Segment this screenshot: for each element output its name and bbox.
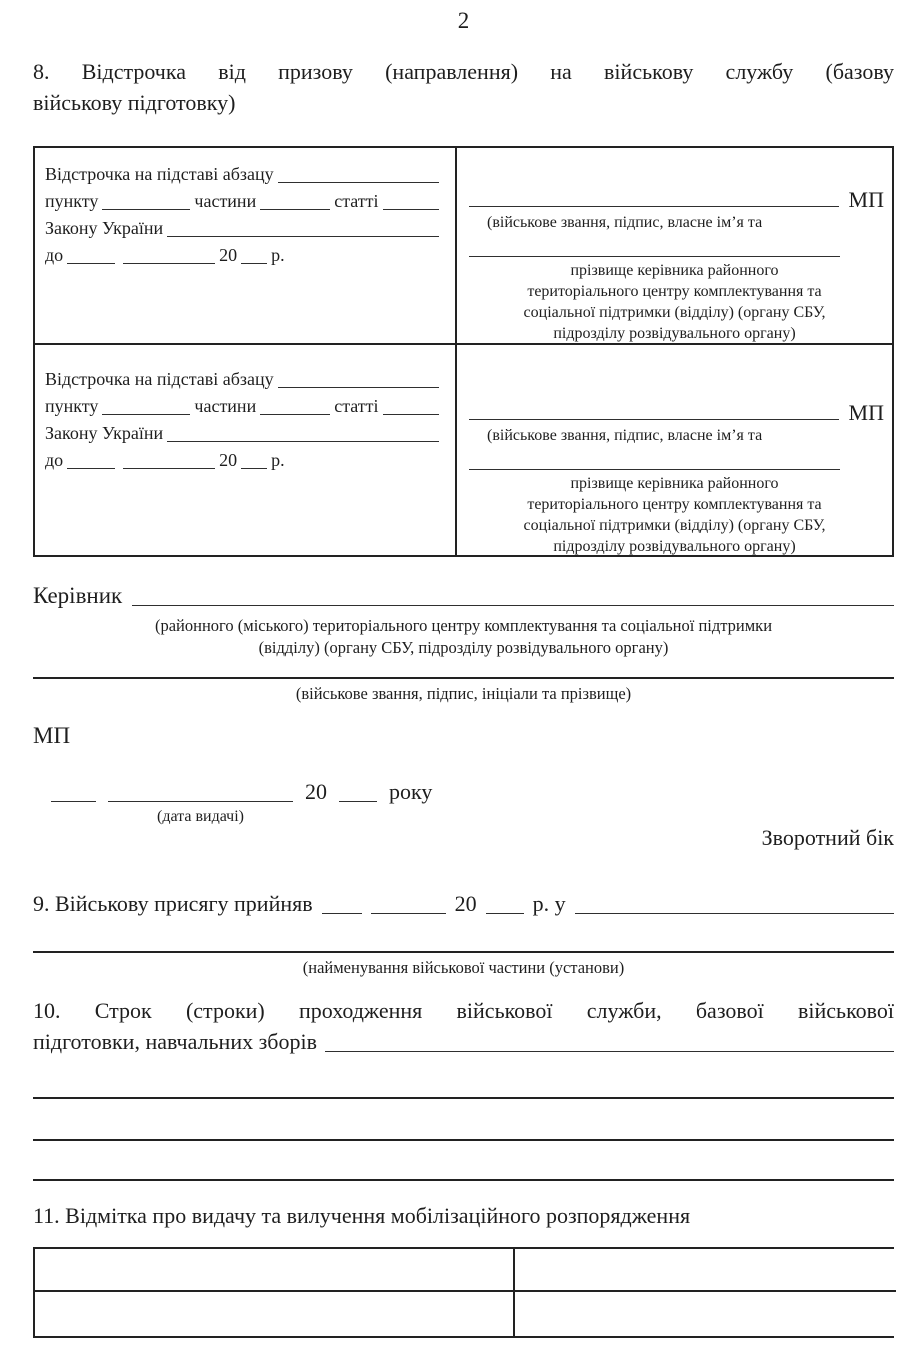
mobilization-table-cell <box>515 1249 896 1292</box>
issue-date-caption: (дата видачі) <box>157 808 244 825</box>
signature-caption-top: (військове звання, підпис, власне ім’я та <box>487 427 763 444</box>
blank-line <box>123 466 215 469</box>
deferral-signature-cell <box>457 345 892 555</box>
chastyna-label: частини <box>194 191 257 211</box>
deferral-until-line <box>45 447 443 474</box>
blank-line <box>102 207 190 210</box>
blank-line <box>339 799 377 802</box>
signature-blank-line <box>469 204 839 207</box>
stattia-label: статті <box>334 396 379 416</box>
kerivnyk-caption <box>33 615 894 659</box>
unit-name-caption: (найменування військової частини (установи) <box>302 958 625 977</box>
blank-full-line <box>33 1097 894 1099</box>
caption-line: прізвище керівника районного <box>570 262 779 279</box>
stamp-mp-label: МП <box>848 400 884 425</box>
kerivnyk-line <box>33 581 894 611</box>
blank-line <box>486 911 524 914</box>
deferral-basis-line <box>45 161 443 188</box>
blank-line <box>371 911 446 914</box>
blank-line <box>123 261 215 264</box>
issue-date-blank <box>108 799 293 825</box>
do-label: до <box>45 450 64 470</box>
deferral-signature-cell <box>457 148 892 345</box>
blank-line <box>241 261 267 264</box>
zakon-label: Закону України <box>45 218 164 238</box>
mobilization-table-cell <box>515 1292 896 1336</box>
signature-line-row <box>457 188 892 212</box>
deferral-law-line <box>45 420 443 447</box>
blank-full-line <box>33 1139 894 1141</box>
section10-line2 <box>33 1026 894 1057</box>
blank-line <box>241 466 267 469</box>
blank-line <box>575 911 894 914</box>
blank-line <box>278 180 439 183</box>
section9-line <box>33 889 894 919</box>
caption-line: (відділу) (органу СБУ, підрозділу розвідувального органу) <box>258 638 669 657</box>
blank-line <box>102 412 190 415</box>
blank-line <box>67 261 115 264</box>
blank-line <box>51 799 96 802</box>
deferral-basis-label: Відстрочка на підставі абзацу <box>45 164 274 184</box>
signature-line-row <box>457 401 892 425</box>
page-number: 2 <box>457 8 470 33</box>
signature-caption-top: (військове звання, підпис, власне ім’я та <box>487 214 763 231</box>
section11-heading: 11. Відмітка про видачу та вилучення мобілізаційного розпорядження <box>33 1203 691 1228</box>
caption-line: підрозділу розвідувального органу) <box>553 325 796 342</box>
year-prefix: 20 <box>219 245 238 265</box>
kerivnyk-blank-line <box>132 603 894 606</box>
signature-caption: (військове звання, підпис, ініціали та прізвище) <box>295 684 632 703</box>
stattia-label: статті <box>334 191 379 211</box>
blank-full-line <box>33 1179 894 1181</box>
year-suffix: р. <box>271 450 285 470</box>
mobilization-table <box>33 1247 894 1338</box>
caption-line: територіального центру комплектування та <box>527 283 822 300</box>
mobilization-table-cell <box>35 1249 515 1292</box>
stamp-mp-label: МП <box>33 723 71 748</box>
section10-paragraph <box>33 995 894 1057</box>
year-prefix: 20 <box>454 891 477 916</box>
caption-line: соціальної підтримки (відділу) (органу СБУ, <box>523 304 826 321</box>
signature-full-line <box>33 677 894 679</box>
section8-heading-line2: військову підготовку) <box>33 90 236 115</box>
blank-line <box>383 412 439 415</box>
blank-line <box>383 207 439 210</box>
section10-line2-label: підготовки, навчальних зборів <box>33 1029 317 1054</box>
surname-blank-line <box>469 256 840 257</box>
deferral-law-line <box>45 215 443 242</box>
year-prefix: 20 <box>219 450 238 470</box>
caption-line: територіального центру комплектування та <box>527 496 822 513</box>
deferral-table <box>33 146 894 557</box>
blank-line <box>322 911 362 914</box>
punkt-label: пункту <box>45 396 99 416</box>
caption-line: прізвище керівника районного <box>570 475 779 492</box>
year-prefix: 20 <box>305 779 327 804</box>
blank-line <box>325 1049 894 1052</box>
deferral-basis-line <box>45 366 443 393</box>
year-word: року <box>389 779 433 804</box>
blank-line <box>67 466 115 469</box>
section8-heading <box>33 56 894 118</box>
surname-blank-line <box>469 469 840 470</box>
deferral-until-line <box>45 242 443 269</box>
deferral-period-cell <box>35 345 457 555</box>
signature-caption-bottom <box>457 473 892 557</box>
section10-line1: 10. Строк (строки) проходження військової служби, базової військової <box>33 998 894 1023</box>
issue-date-row <box>51 777 894 825</box>
section9-label: 9. Військову присягу прийняв <box>33 891 313 916</box>
chastyna-label: частини <box>194 396 257 416</box>
year-suffix: р. <box>271 245 285 265</box>
zakon-label: Закону України <box>45 423 164 443</box>
unit-name-line <box>33 951 894 953</box>
punkt-label: пункту <box>45 191 99 211</box>
stamp-mp-label: МП <box>848 187 884 212</box>
deferral-basis-label: Відстрочка на підставі абзацу <box>45 369 274 389</box>
section8-heading-line1: 8. Відстрочка від призову (направлення) на військову службу (базову <box>33 59 894 84</box>
blank-line <box>278 385 439 388</box>
blank-line <box>260 412 330 415</box>
blank-line <box>167 439 439 442</box>
caption-line: підрозділу розвідувального органу) <box>553 538 796 555</box>
do-label: до <box>45 245 64 265</box>
signature-blank-line <box>469 417 839 420</box>
kerivnyk-label: Керівник <box>33 583 123 608</box>
r-u-label: р. у <box>532 891 566 916</box>
deferral-clause-line <box>45 188 443 215</box>
caption-line: (районного (міського) територіального центру комплектування та соціальної підтримки <box>154 616 773 635</box>
signature-caption-bottom <box>457 260 892 344</box>
mobilization-table-cell <box>35 1292 515 1336</box>
blank-line <box>167 234 439 237</box>
blank-line <box>260 207 330 210</box>
reverse-side-label: Зворотний бік <box>761 825 894 850</box>
deferral-clause-line <box>45 393 443 420</box>
deferral-period-cell <box>35 148 457 345</box>
caption-line: соціальної підтримки (відділу) (органу СБУ, <box>523 517 826 534</box>
